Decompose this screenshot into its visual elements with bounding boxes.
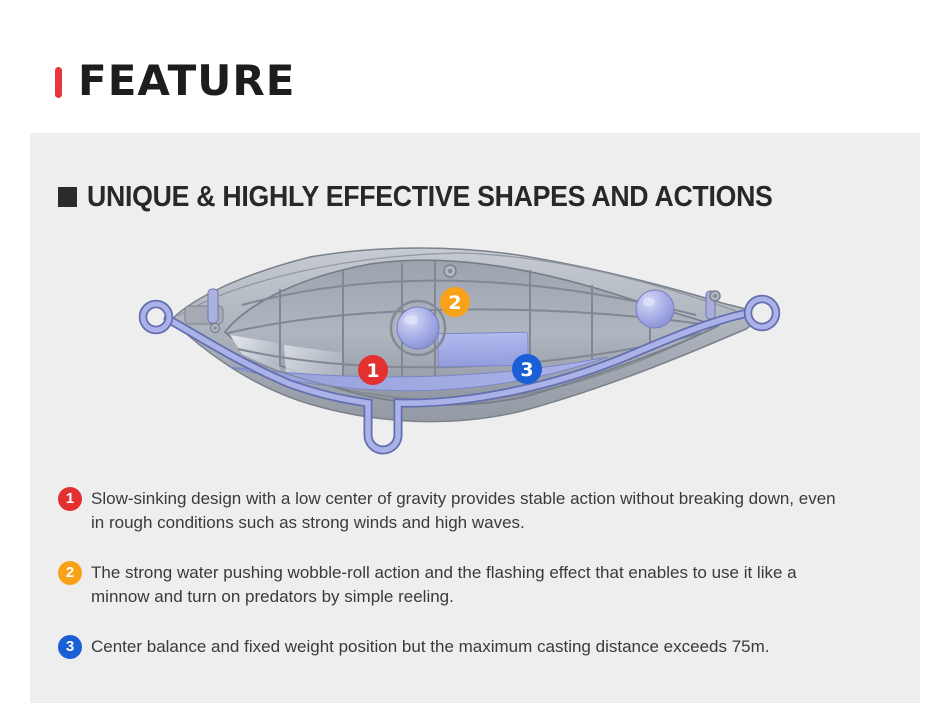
feature-text-line: in rough conditions such as strong winds and high waves. [91,513,525,532]
red-accent-bar [55,67,62,98]
svg-text:1: 1 [366,360,380,382]
feature-item-2 [58,561,903,608]
feature-text-line: minnow and turn on predators by simple reeling. [91,587,454,606]
feature-text-line: The strong water pushing wobble-roll action and the flashing effect that enables to use it like a [91,563,797,582]
page-title: FEATURE [78,56,296,105]
title-square-marker [58,187,77,207]
svg-text:3: 3 [520,359,534,381]
feature-number-badge: 2 [58,561,82,585]
content-panel [30,133,920,703]
lure-cross-section-illustration [130,238,820,470]
callout-3 [512,354,542,384]
center-balance-ball [397,307,439,349]
feature-text [91,635,770,658]
feature-text-line: Center balance and fixed weight position but the maximum casting distance exceeds 75m. [91,637,770,656]
feature-number-badge: 3 [58,635,82,659]
feature-text [91,561,797,608]
feature-item-1 [58,487,903,534]
feature-text-line: Slow-sinking design with a low center of gravity provides stable action without breaking down, even [91,489,836,508]
section-title: UNIQUE & HIGHLY EFFECTIVE SHAPES AND ACTIONS [87,180,773,213]
ball-highlight [404,315,418,325]
ball-highlight [643,298,655,307]
rear-line-eyelet [748,299,776,327]
lure-diagram [130,238,820,470]
feature-number-badge: 1 [58,487,82,511]
front-line-eyelet [143,304,169,330]
rear-ball [636,290,674,328]
feature-header [0,0,950,133]
feature-text [91,487,836,534]
section-title-row [58,181,832,213]
callout-2 [440,287,470,317]
callout-1 [358,355,388,385]
svg-text:2: 2 [448,292,462,314]
nose-pin [208,289,218,323]
feature-item-3 [58,635,903,659]
